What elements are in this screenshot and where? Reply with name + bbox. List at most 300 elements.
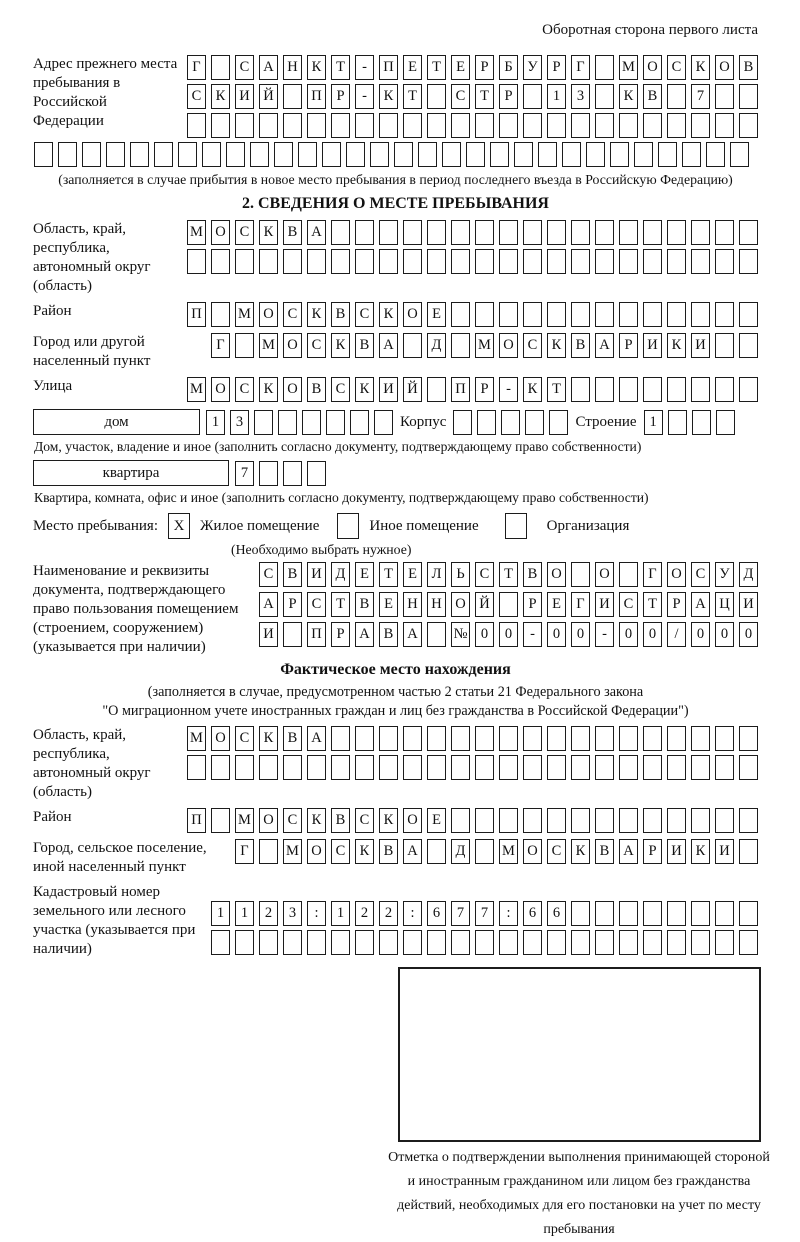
char-box — [523, 249, 542, 274]
char-box: Р — [331, 84, 350, 109]
char-box: К — [523, 377, 542, 402]
char-box: А — [307, 726, 326, 751]
char-box: Д — [451, 839, 470, 864]
char-box — [475, 220, 494, 245]
stroenie-input[interactable] — [644, 410, 735, 435]
char-box — [643, 930, 662, 955]
char-box: С — [523, 333, 542, 358]
char-box: Д — [331, 562, 350, 587]
char-box: Р — [475, 55, 494, 80]
char-box — [370, 142, 389, 167]
char-box: Е — [403, 55, 422, 80]
char-box — [211, 249, 230, 274]
char-box — [571, 113, 590, 138]
char-box: С — [283, 302, 302, 327]
char-box — [451, 113, 470, 138]
char-box — [427, 84, 446, 109]
char-box — [514, 142, 533, 167]
char-box — [715, 84, 734, 109]
char-box — [595, 55, 614, 80]
char-box — [691, 302, 710, 327]
region-rows — [155, 220, 758, 274]
char-box — [739, 901, 758, 926]
char-box: Р — [283, 592, 302, 617]
char-box — [374, 410, 393, 435]
char-box — [547, 808, 566, 833]
char-box: М — [187, 377, 206, 402]
apartment-number-input[interactable] — [235, 461, 326, 486]
char-box — [34, 142, 53, 167]
char-box — [739, 930, 758, 955]
char-box — [403, 113, 422, 138]
char-box: А — [619, 839, 638, 864]
char-box: А — [355, 622, 374, 647]
prev-address-input-row-2[interactable] — [187, 84, 758, 109]
cadastre-rows — [205, 883, 758, 955]
char-box — [525, 410, 544, 435]
char-box: О — [499, 333, 518, 358]
char-box — [451, 808, 470, 833]
char-box — [326, 410, 345, 435]
street-input-row[interactable] — [187, 377, 758, 402]
actual-city-input-row[interactable] — [235, 839, 758, 864]
prev-address-input-row-4[interactable] — [8, 142, 749, 167]
stay-type-checkbox-organization[interactable] — [505, 513, 527, 539]
stay-type-checkbox-other[interactable] — [337, 513, 359, 539]
char-box: С — [355, 302, 374, 327]
char-box: О — [715, 55, 734, 80]
char-box: К — [571, 839, 590, 864]
char-box: М — [499, 839, 518, 864]
char-box — [538, 142, 557, 167]
document-input-row-1[interactable] — [259, 562, 758, 587]
char-box — [346, 142, 365, 167]
char-box: К — [259, 377, 278, 402]
char-box — [427, 249, 446, 274]
cadastre-input-row-1[interactable] — [211, 901, 758, 926]
char-box — [547, 726, 566, 751]
char-box — [427, 755, 446, 780]
char-box: О — [211, 220, 230, 245]
char-box — [523, 726, 542, 751]
char-box — [658, 142, 677, 167]
char-box — [235, 755, 254, 780]
char-box — [667, 930, 686, 955]
char-box: Г — [235, 839, 254, 864]
char-box: К — [307, 808, 326, 833]
char-box: О — [403, 302, 422, 327]
stay-type-option-residential-label: Жилое помещение — [200, 517, 320, 534]
char-box: К — [379, 808, 398, 833]
char-box: Й — [259, 84, 278, 109]
char-box: В — [331, 808, 350, 833]
char-box: Р — [547, 55, 566, 80]
char-box: В — [643, 84, 662, 109]
region-input-row-1[interactable] — [187, 220, 758, 245]
char-box: О — [259, 302, 278, 327]
korpus-input[interactable] — [453, 410, 568, 435]
char-box: В — [331, 302, 350, 327]
char-box: 7 — [235, 461, 254, 486]
char-box — [403, 333, 422, 358]
char-box: М — [619, 55, 638, 80]
char-box: 6 — [427, 901, 446, 926]
char-box — [667, 113, 686, 138]
char-box — [595, 220, 614, 245]
char-box: И — [667, 839, 686, 864]
char-box — [355, 755, 374, 780]
char-box — [211, 930, 230, 955]
char-box — [619, 113, 638, 138]
char-box: 3 — [230, 410, 249, 435]
char-box: П — [379, 55, 398, 80]
char-box — [739, 249, 758, 274]
char-box — [667, 249, 686, 274]
char-box — [307, 755, 326, 780]
char-box: И — [595, 592, 614, 617]
char-box: С — [187, 84, 206, 109]
char-box: К — [259, 726, 278, 751]
char-box — [667, 220, 686, 245]
prev-address-footnote: (заполняется в случае прибытия в новое место пребывания в период последнего въезда в Российскую Федерацию) — [58, 172, 733, 187]
char-box: Г — [211, 333, 230, 358]
char-box: Й — [403, 377, 422, 402]
char-box — [643, 755, 662, 780]
char-box — [451, 755, 470, 780]
char-box — [106, 142, 125, 167]
region-input-row-2[interactable] — [187, 249, 758, 274]
char-box: О — [595, 562, 614, 587]
char-box: У — [715, 562, 734, 587]
stay-type-checkbox-residential[interactable]: X — [168, 513, 190, 539]
char-box: 7 — [475, 901, 494, 926]
char-box — [451, 333, 470, 358]
char-box — [442, 142, 461, 167]
char-box: Н — [283, 55, 302, 80]
char-box: К — [211, 84, 230, 109]
char-box — [692, 410, 711, 435]
char-box: П — [307, 622, 326, 647]
char-box — [298, 142, 317, 167]
char-box: Л — [427, 562, 446, 587]
char-box — [595, 84, 614, 109]
char-box — [235, 930, 254, 955]
char-box: К — [691, 55, 710, 80]
char-box: Г — [187, 55, 206, 80]
document-input-row-2[interactable] — [259, 592, 758, 617]
char-box — [547, 220, 566, 245]
char-box: : — [499, 901, 518, 926]
char-box — [715, 726, 734, 751]
char-box — [331, 930, 350, 955]
char-box — [283, 755, 302, 780]
char-box: : — [403, 901, 422, 926]
char-box: К — [259, 220, 278, 245]
char-box — [571, 808, 590, 833]
stay-type-option-organization-label: Организация — [546, 517, 630, 534]
apartment-label-box: квартира — [33, 460, 229, 486]
char-box — [619, 377, 638, 402]
char-box — [547, 249, 566, 274]
char-box — [453, 410, 472, 435]
char-box — [691, 726, 710, 751]
char-box — [523, 220, 542, 245]
house-number-input[interactable] — [206, 410, 393, 435]
char-box — [634, 142, 653, 167]
char-box — [549, 410, 568, 435]
char-box — [211, 55, 230, 80]
char-box — [379, 220, 398, 245]
char-box: 1 — [235, 901, 254, 926]
char-box — [278, 410, 297, 435]
char-box — [427, 930, 446, 955]
char-box — [571, 726, 590, 751]
char-box — [302, 410, 321, 435]
char-box: С — [283, 808, 302, 833]
actual-city-label: Город, сельское поселение, иной населенный пункт — [33, 840, 207, 875]
char-box: У — [523, 55, 542, 80]
char-box: О — [547, 562, 566, 587]
rayon-label: Район — [33, 303, 72, 319]
confirmation-stamp-box — [398, 967, 761, 1142]
char-box — [619, 302, 638, 327]
char-box — [202, 142, 221, 167]
char-box — [499, 113, 518, 138]
char-box — [322, 142, 341, 167]
char-box — [307, 930, 326, 955]
char-box: 0 — [547, 622, 566, 647]
char-box — [715, 302, 734, 327]
char-box — [427, 726, 446, 751]
char-box: Т — [475, 84, 494, 109]
char-box — [715, 249, 734, 274]
char-box: Р — [331, 622, 350, 647]
char-box: 6 — [547, 901, 566, 926]
region-label: Область, край, республика, автономный округ (область) — [33, 221, 151, 294]
char-box: К — [307, 55, 326, 80]
char-box: Е — [427, 302, 446, 327]
actual-region-rows — [183, 726, 758, 780]
char-box — [739, 726, 758, 751]
char-box: В — [739, 55, 758, 80]
char-box — [571, 901, 590, 926]
char-box — [715, 377, 734, 402]
char-box: Ь — [451, 562, 470, 587]
char-box — [691, 249, 710, 274]
actual-region-input-row-2[interactable] — [187, 755, 758, 780]
char-box: И — [715, 839, 734, 864]
char-box — [466, 142, 485, 167]
char-box — [619, 755, 638, 780]
char-box: 0 — [571, 622, 590, 647]
char-box — [523, 930, 542, 955]
char-box — [523, 84, 542, 109]
char-box — [523, 113, 542, 138]
char-box: К — [355, 377, 374, 402]
char-box: В — [379, 839, 398, 864]
char-box — [691, 755, 710, 780]
char-box: О — [403, 808, 422, 833]
char-box: М — [235, 302, 254, 327]
char-box: 0 — [643, 622, 662, 647]
actual-region-input-row-1[interactable] — [187, 726, 758, 751]
city-field — [33, 333, 758, 371]
char-box — [211, 113, 230, 138]
char-box — [403, 249, 422, 274]
char-box: Т — [547, 377, 566, 402]
prev-address-input-row-1[interactable] — [187, 55, 758, 80]
char-box — [475, 930, 494, 955]
actual-region-field — [33, 726, 758, 802]
char-box — [418, 142, 437, 167]
char-box: С — [691, 562, 710, 587]
char-box: С — [235, 726, 254, 751]
char-box — [475, 808, 494, 833]
char-box: А — [379, 333, 398, 358]
apartment-caption: Квартира, комната, офис и иное (заполнить согласно документу, подтверждающему право собственности) — [34, 490, 649, 505]
actual-rayon-input-row[interactable] — [187, 808, 758, 833]
char-box — [562, 142, 581, 167]
char-box — [501, 410, 520, 435]
char-box: 1 — [331, 901, 350, 926]
city-input-row[interactable] — [211, 333, 758, 358]
char-box — [547, 930, 566, 955]
char-box — [571, 755, 590, 780]
char-box — [643, 377, 662, 402]
char-box: К — [619, 84, 638, 109]
char-box: Е — [403, 562, 422, 587]
char-box — [355, 220, 374, 245]
char-box — [235, 249, 254, 274]
char-box — [307, 461, 326, 486]
document-input-row-3[interactable] — [259, 622, 758, 647]
char-box: 2 — [379, 901, 398, 926]
char-box — [715, 333, 734, 358]
char-box: В — [571, 333, 590, 358]
char-box: К — [355, 839, 374, 864]
char-box: С — [451, 84, 470, 109]
char-box — [523, 755, 542, 780]
char-box — [739, 839, 758, 864]
char-box: Е — [379, 592, 398, 617]
char-box: Р — [643, 839, 662, 864]
char-box — [739, 302, 758, 327]
char-box — [571, 930, 590, 955]
char-box — [619, 220, 638, 245]
char-box: Т — [499, 562, 518, 587]
document-rows — [255, 562, 758, 647]
cadastre-input-row-2[interactable] — [211, 930, 758, 955]
char-box — [667, 377, 686, 402]
char-box: Т — [427, 55, 446, 80]
char-box — [571, 562, 590, 587]
actual-location-note-2: "О миграционном учете иностранных граждан и лиц без гражданства в Российской Федерации") — [102, 703, 689, 719]
char-box — [643, 113, 662, 138]
char-box: - — [595, 622, 614, 647]
char-box — [523, 302, 542, 327]
char-box — [211, 808, 230, 833]
char-box: К — [331, 333, 350, 358]
rayon-input-row[interactable] — [187, 302, 758, 327]
char-box — [283, 113, 302, 138]
confirmation-stamp-caption: Отметка о подтверждении выполнения принимающей стороной и иностранным гражданином или лицом без гражданства действий, необходимых для его постановки на учет по месту пребывания — [388, 1150, 770, 1237]
prev-address-input-row-3[interactable] — [187, 113, 758, 138]
char-box: 3 — [571, 84, 590, 109]
char-box — [715, 808, 734, 833]
char-box: О — [259, 808, 278, 833]
street-field — [33, 377, 758, 402]
actual-region-label: Область, край, республика, автономный округ (область) — [33, 727, 151, 800]
char-box — [643, 901, 662, 926]
char-box — [595, 113, 614, 138]
char-box: Р — [619, 333, 638, 358]
char-box — [187, 113, 206, 138]
char-box — [331, 220, 350, 245]
char-box: В — [355, 592, 374, 617]
char-box: О — [283, 377, 302, 402]
char-box — [667, 808, 686, 833]
char-box — [226, 142, 245, 167]
char-box: 1 — [206, 410, 225, 435]
actual-location-note-1: (заполняется в случае, предусмотренном частью 2 статьи 21 Федерального закона — [147, 684, 644, 700]
char-box — [403, 220, 422, 245]
section2-title: 2. СВЕДЕНИЯ О МЕСТЕ ПРЕБЫВАНИЯ — [242, 195, 549, 212]
actual-city-field — [33, 839, 758, 877]
char-box: О — [283, 333, 302, 358]
street-label: Улица — [33, 378, 73, 394]
char-box — [715, 901, 734, 926]
region-field — [33, 220, 758, 296]
char-box — [667, 302, 686, 327]
char-box: А — [307, 220, 326, 245]
char-box — [595, 930, 614, 955]
char-box: В — [307, 377, 326, 402]
char-box — [331, 249, 350, 274]
char-box — [691, 901, 710, 926]
char-box — [211, 302, 230, 327]
house-caption: Дом, участок, владение и иное (заполнить согласно документу, подтверждающему право собственности) — [34, 439, 642, 454]
char-box — [499, 302, 518, 327]
char-box: С — [547, 839, 566, 864]
char-box — [739, 113, 758, 138]
char-box — [571, 377, 590, 402]
char-box — [643, 808, 662, 833]
char-box — [610, 142, 629, 167]
char-box — [619, 726, 638, 751]
char-box: Н — [403, 592, 422, 617]
char-box: - — [499, 377, 518, 402]
char-box — [331, 113, 350, 138]
char-box — [499, 220, 518, 245]
char-box — [283, 461, 302, 486]
char-box: О — [667, 562, 686, 587]
char-box — [595, 755, 614, 780]
char-box: Г — [643, 562, 662, 587]
char-box — [667, 84, 686, 109]
char-box — [427, 220, 446, 245]
char-box: 2 — [355, 901, 374, 926]
char-box — [187, 249, 206, 274]
char-box — [586, 142, 605, 167]
char-box — [130, 142, 149, 167]
char-box — [730, 142, 749, 167]
stroenie-label: Строение — [575, 413, 637, 430]
house-row — [33, 409, 758, 435]
stay-type-option-other-label: Иное помещение — [369, 517, 479, 534]
char-box — [691, 808, 710, 833]
char-box — [403, 726, 422, 751]
char-box: - — [355, 55, 374, 80]
